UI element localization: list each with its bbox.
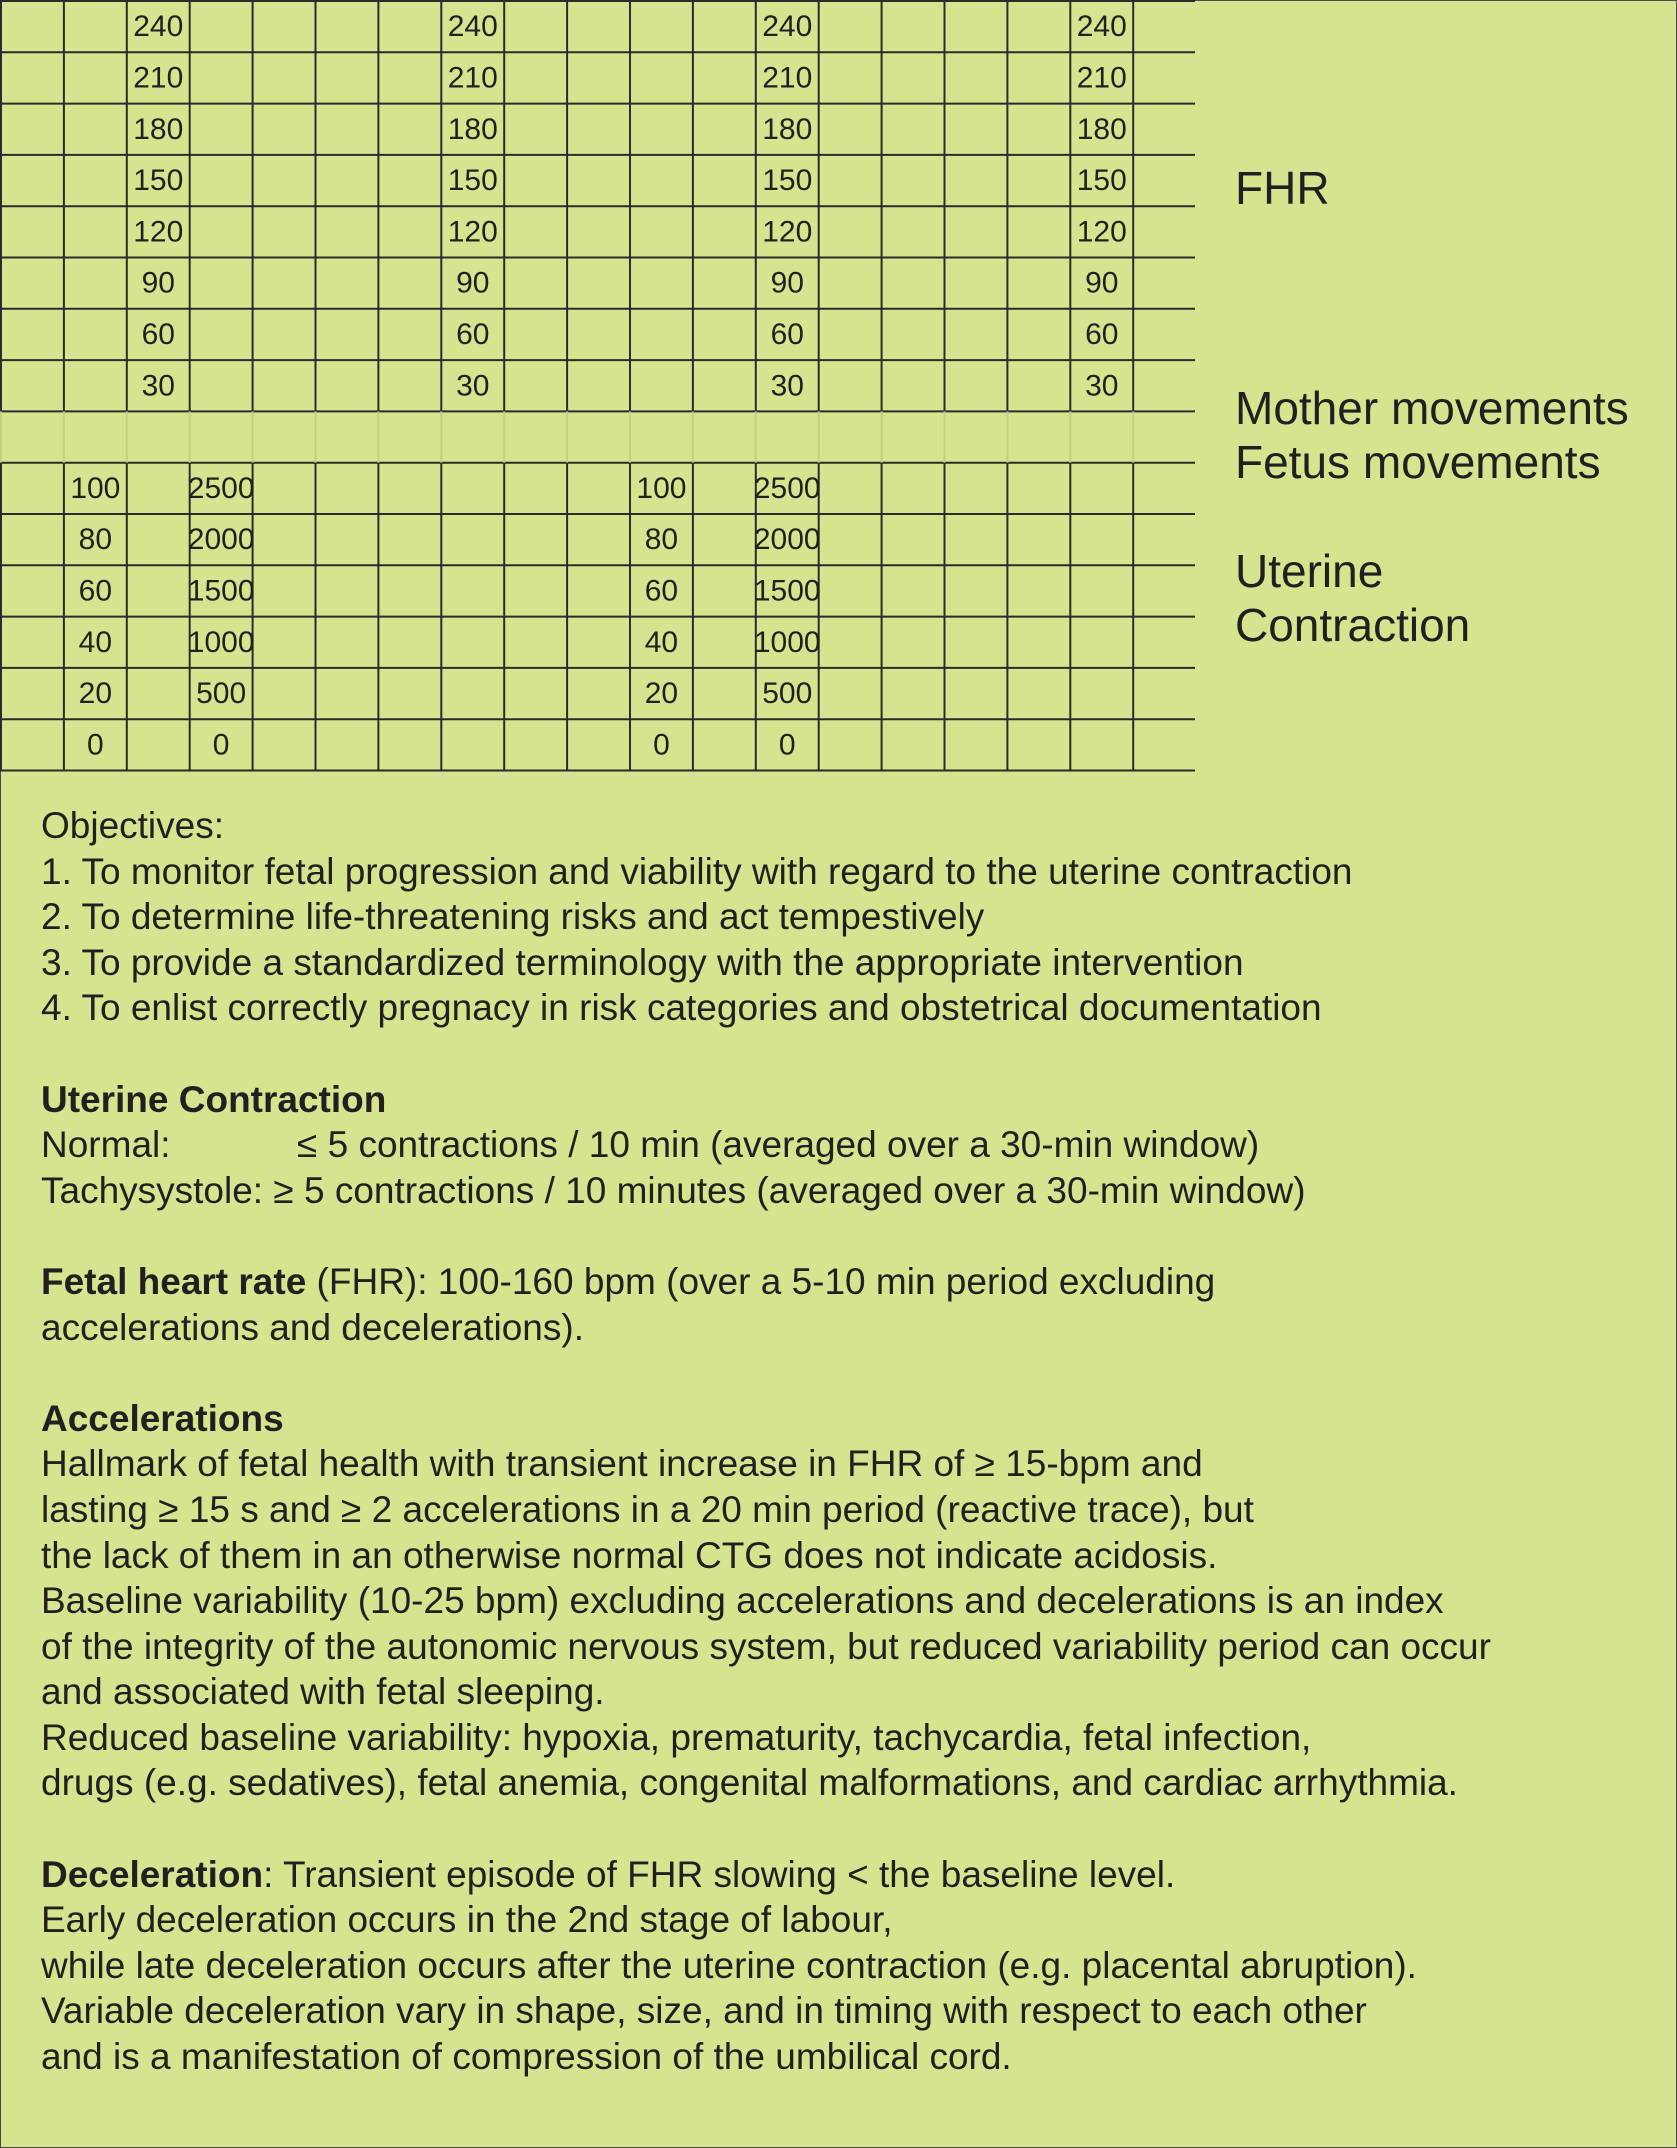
- uc-percent-tick-label: 0: [87, 728, 104, 762]
- deceleration-line: while late deceleration occurs after the uterine contraction (e.g. placental abruption).: [41, 1944, 1417, 1986]
- uc-percent-tick-label: 0: [653, 728, 670, 762]
- uc-percent-tick-label: 40: [78, 625, 113, 659]
- objective-item: 1. To monitor fetal progression and viability with regard to the uterine contraction: [41, 850, 1353, 892]
- fhr-tick-label: 120: [133, 215, 184, 249]
- uc-pressure-tick-label: 500: [762, 677, 813, 711]
- acceleration-line: drugs (e.g. sedatives), fetal anemia, congenital malformations, and cardiac arrhythmia.: [41, 1762, 1458, 1804]
- fhr-label: FHR: [1235, 162, 1330, 214]
- uc-percent-tick-label: 60: [78, 574, 113, 608]
- uterine-label-line2: Contraction: [1235, 599, 1471, 651]
- uterine-heading: Uterine Contraction: [41, 1078, 387, 1120]
- uc-pressure-tick-label: 2000: [187, 523, 255, 557]
- fhr-tick-label: 180: [762, 112, 813, 146]
- normal-text: ≤ 5 contractions / 10 min (averaged over a 30-min window): [297, 1124, 1260, 1166]
- uc-percent-tick-label: 80: [78, 523, 113, 557]
- mother-movements-label: Mother movements: [1235, 382, 1629, 434]
- uc-percent-tick-label: 60: [644, 574, 679, 608]
- fhr-heading: Fetal heart rate: [41, 1260, 307, 1302]
- acceleration-line: Hallmark of fetal health with transient increase in FHR of ≥ 15-bpm and: [41, 1443, 1203, 1485]
- fhr-tick-label: 210: [447, 61, 498, 95]
- fhr-tick-label: 30: [141, 369, 175, 403]
- uc-percent-tick-label: 20: [644, 677, 679, 711]
- acceleration-line: Reduced baseline variability: hypoxia, prematurity, tachycardia, fetal infection,: [41, 1716, 1312, 1758]
- accelerations-heading: Accelerations: [41, 1397, 284, 1439]
- fhr-text-1: (FHR): 100-160 bpm (over a 5-10 min period excluding: [306, 1260, 1216, 1302]
- uc-pressure-tick-label: 1500: [753, 574, 821, 608]
- uterine-tachy-row: [41, 1168, 1661, 1214]
- uc-percent-tick-label: 100: [70, 471, 121, 505]
- fhr-definition: [41, 1259, 1661, 1305]
- uc-pressure-tick-label: 1000: [753, 625, 821, 659]
- normal-label: Normal:: [41, 1124, 171, 1166]
- ctg-grid: [0, 0, 1195, 772]
- objective-item: 4. To enlist correctly pregnacy in risk categories and obstetrical documentation: [41, 987, 1322, 1029]
- fhr-tick-label: 120: [447, 215, 498, 249]
- fhr-tick-label: 30: [456, 369, 490, 403]
- fhr-tick-label: 60: [770, 317, 804, 351]
- acceleration-line: the lack of them in an otherwise normal CTG does not indicate acidosis.: [41, 1534, 1218, 1576]
- fhr-tick-label: 240: [762, 10, 813, 44]
- fhr-tick-label: 210: [762, 61, 813, 95]
- deceleration-line: Early deceleration occurs in the 2nd stage of labour,: [41, 1899, 893, 1941]
- objective-item: 3. To provide a standardized terminology with the appropriate intervention: [41, 941, 1244, 983]
- objective-item: 2. To determine life-threatening risks and act tempestively: [41, 896, 985, 938]
- uc-pressure-tick-label: 0: [778, 728, 796, 762]
- uc-pressure-tick-label: 500: [196, 677, 247, 711]
- fhr-tick-label: 150: [447, 164, 498, 198]
- uc-percent-tick-label: 40: [644, 625, 679, 659]
- acceleration-line: and associated with fetal sleeping.: [41, 1671, 605, 1713]
- fhr-tick-label: 30: [770, 369, 804, 403]
- fhr-tick-label: 240: [1076, 10, 1127, 44]
- fetus-movements-label: Fetus movements: [1235, 436, 1601, 488]
- uc-pressure-tick-label: 1500: [187, 574, 255, 608]
- fhr-tick-label: 60: [1085, 317, 1119, 351]
- acceleration-line: Baseline variability (10-25 bpm) excluding accelerations and decelerations is an index: [41, 1580, 1444, 1622]
- uterine-label-line1: Uterine: [1235, 545, 1384, 597]
- fhr-tick-label: 120: [1076, 215, 1127, 249]
- fhr-tick-label: 180: [133, 112, 184, 146]
- fhr-tick-label: 210: [1076, 61, 1127, 95]
- notes-text: [41, 803, 1661, 2080]
- fhr-tick-label: 30: [1085, 369, 1119, 403]
- fhr-tick-label: 150: [133, 164, 184, 198]
- deceleration-definition: [41, 1852, 1661, 1898]
- objectives-heading: Objectives:: [41, 805, 225, 846]
- uc-pressure-tick-label: 0: [212, 728, 230, 762]
- uc-pressure-tick-label: 2500: [187, 471, 255, 505]
- fhr-tick-label: 210: [133, 61, 184, 95]
- fhr-tick-label: 90: [770, 266, 804, 300]
- fhr-tick-label: 120: [762, 215, 813, 249]
- acceleration-line: of the integrity of the autonomic nervous system, but reduced variability period can occur: [41, 1625, 1491, 1667]
- fhr-tick-label: 180: [447, 112, 498, 146]
- uc-percent-tick-label: 20: [78, 677, 113, 711]
- fhr-tick-label: 90: [1085, 266, 1119, 300]
- fhr-tick-label: 150: [762, 164, 813, 198]
- fhr-tick-label: 180: [1076, 112, 1127, 146]
- fhr-tick-label: 240: [133, 10, 184, 44]
- uc-pressure-tick-label: 2500: [753, 471, 821, 505]
- fhr-tick-label: 150: [1076, 164, 1127, 198]
- deceleration-heading: Deceleration: [41, 1853, 264, 1895]
- deceleration-line: and is a manifestation of compression of the umbilical cord.: [41, 2036, 1012, 2078]
- fhr-tick-label: 60: [141, 317, 175, 351]
- uc-pressure-tick-label: 1000: [187, 625, 255, 659]
- fhr-tick-label: 90: [456, 266, 490, 300]
- tachy-label: Tachysystole:: [41, 1169, 264, 1211]
- uc-pressure-tick-label: 2000: [753, 523, 821, 557]
- fhr-tick-label: 240: [447, 10, 498, 44]
- uc-percent-tick-label: 80: [644, 523, 679, 557]
- fhr-tick-label: 60: [456, 317, 490, 351]
- uc-percent-tick-label: 100: [636, 471, 687, 505]
- tachy-text: ≥ 5 contractions / 10 minutes (averaged over a 30-min window): [273, 1169, 1306, 1211]
- fhr-text-2: accelerations and decelerations).: [41, 1306, 584, 1348]
- deceleration-first-line: : Transient episode of FHR slowing < the baseline level.: [263, 1853, 1176, 1895]
- uterine-normal-row: [41, 1122, 1661, 1168]
- deceleration-line: Variable deceleration vary in shape, size, and in timing with respect to each other: [41, 1990, 1367, 2032]
- fhr-tick-label: 90: [141, 266, 175, 300]
- acceleration-line: lasting ≥ 15 s and ≥ 2 accelerations in a 20 min period (reactive trace), but: [41, 1488, 1254, 1530]
